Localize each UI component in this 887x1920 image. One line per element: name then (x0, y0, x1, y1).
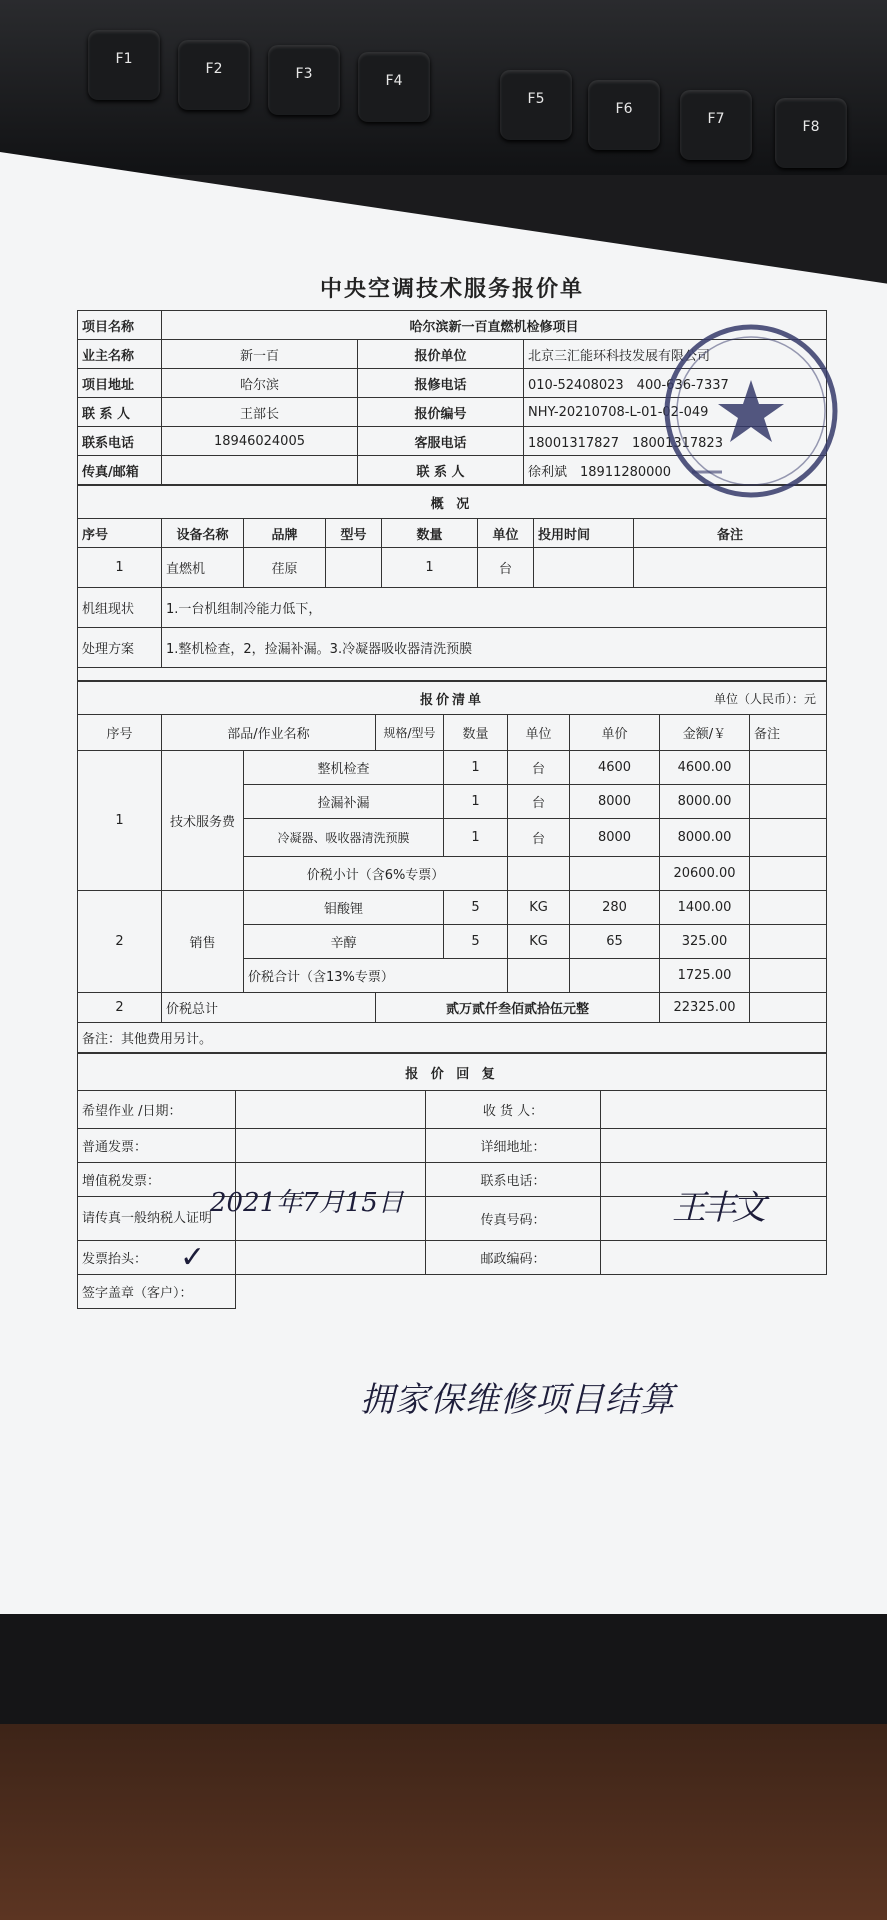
ov-model (326, 548, 382, 588)
q-h-no: 序号 (78, 715, 162, 751)
g1-no: 1 (78, 751, 162, 891)
total-words: 贰万贰仟叁佰贰拾伍元整 (376, 993, 660, 1023)
g2-name: 销售 (162, 891, 244, 993)
reply-date-value (236, 1091, 426, 1129)
g2-item-amount: 1400.00 (660, 891, 750, 925)
quote-table (77, 681, 827, 1053)
overview-title: 概 况 (78, 486, 827, 519)
g2-item-unit: KG (508, 891, 570, 925)
g1-item-qty: 1 (444, 785, 508, 819)
status-text: 1.一台机组制冷能力低下， (162, 588, 827, 628)
ov-qty: 1 (382, 548, 478, 588)
reply-tel-label: 联系电话： (426, 1163, 601, 1197)
g1-item-unit: 台 (508, 819, 570, 857)
ov-h-qty: 数量 (382, 519, 478, 548)
q-h-qty: 数量 (444, 715, 508, 751)
g2-item-qty: 5 (444, 891, 508, 925)
quote-no: NHY-20210708-L-01-02-049 (524, 398, 827, 427)
reply-cert-label: 请传真一般纳税人证明 (78, 1197, 236, 1241)
g2-item-remark (750, 925, 827, 959)
quote-unit: 北京三汇能环科技发展有限公司 (524, 340, 827, 369)
g1-item-name: 冷凝器、吸收器清洗预膜 (244, 819, 444, 857)
g1-item-remark (750, 785, 827, 819)
g2-subtotal-label: 价税合计（含13%专票） (244, 959, 508, 993)
ov-device: 直燃机 (162, 548, 244, 588)
spacer-row (78, 668, 827, 681)
g1-item-qty: 1 (444, 819, 508, 857)
quote-unit-label: 报价单位 (358, 340, 524, 369)
g2-item-amount: 325.00 (660, 925, 750, 959)
g1-item-unit: 台 (508, 785, 570, 819)
handwritten-check: ✓ (180, 1240, 206, 1275)
phone-label: 联系电话 (78, 427, 162, 456)
contact: 王部长 (162, 398, 358, 427)
total-remark (750, 993, 827, 1023)
repair-tel-label: 报修电话 (358, 369, 524, 398)
company-seal (662, 322, 840, 500)
plan-label: 处理方案 (78, 628, 162, 668)
ov-h-no: 序号 (78, 519, 162, 548)
g1-item-name: 捡漏补漏 (244, 785, 444, 819)
ov-h-model: 型号 (326, 519, 382, 548)
plan-text: 1.整机检查，2，捡漏补漏。3.冷凝器吸收器清洗预膜 (162, 628, 827, 668)
address-label: 项目地址 (78, 369, 162, 398)
phone: 18946024005 (162, 427, 358, 456)
remark-text: 备注：其他费用另计。 (78, 1023, 827, 1053)
key-f7: F7 (680, 90, 752, 160)
contact-label: 联 系 人 (78, 398, 162, 427)
document-title: 中央空调技术服务报价单 (319, 277, 584, 302)
reply-zip-value (601, 1241, 827, 1275)
g1-item-price: 4600 (570, 751, 660, 785)
g2-item-price: 280 (570, 891, 660, 925)
repair-tel: 010-52408023 400-636-7337 (524, 369, 827, 398)
owner-label: 业主名称 (78, 340, 162, 369)
handwritten-note: 拥家保维修项目结算 (360, 1380, 675, 1420)
key-f1: F1 (88, 30, 160, 100)
laptop-base (0, 1614, 887, 1724)
g1-subtotal-blank (570, 857, 660, 891)
fax (162, 456, 358, 485)
reply-zip-label: 邮政编码： (426, 1241, 601, 1275)
owner: 新一百 (162, 340, 358, 369)
reply-date-label: 希望作业 /日期： (78, 1091, 236, 1129)
quote-title-row (78, 682, 827, 715)
q-h-remark: 备注 (750, 715, 827, 751)
project-name: 哈尔滨新一百直燃机检修项目 (162, 311, 827, 340)
contact2-label: 联 系 人 (358, 456, 524, 485)
g2-item-remark (750, 891, 827, 925)
ov-h-brand: 品牌 (244, 519, 326, 548)
g1-item-name: 整机检查 (244, 751, 444, 785)
contact2: 徐利斌 18911280000 (524, 456, 827, 485)
g1-item-amount: 8000.00 (660, 819, 750, 857)
g1-item-remark (750, 819, 827, 857)
g1-subtotal-remark (750, 857, 827, 891)
handwritten-date: 2021年7月15日 (210, 1188, 404, 1218)
g1-item-qty: 1 (444, 751, 508, 785)
status-label: 机组现状 (78, 588, 162, 628)
project-name-label: 项目名称 (78, 311, 162, 340)
key-f5: F5 (500, 70, 572, 140)
g1-subtotal: 20600.00 (660, 857, 750, 891)
reply-title-value (236, 1241, 426, 1275)
reply-address-label: 详细地址： (426, 1129, 601, 1163)
g2-subtotal-remark (750, 959, 827, 993)
service-tel-label: 客服电话 (358, 427, 524, 456)
g1-subtotal-blank (508, 857, 570, 891)
g2-subtotal-blank (508, 959, 570, 993)
q-h-unit: 单位 (508, 715, 570, 751)
keyboard (0, 0, 887, 175)
reply-receiver-value (601, 1091, 827, 1129)
g1-item-unit: 台 (508, 751, 570, 785)
g1-item-amount: 8000.00 (660, 785, 750, 819)
ov-h-unit: 单位 (478, 519, 534, 548)
g1-subtotal-label: 价税小计（含6%专票） (244, 857, 508, 891)
total-amount: 22325.00 (660, 993, 750, 1023)
g2-item-name: 钼酸锂 (244, 891, 444, 925)
reply-title-label: 发票抬头： (78, 1241, 236, 1275)
g2-subtotal: 1725.00 (660, 959, 750, 993)
address: 哈尔滨 (162, 369, 358, 398)
g1-name: 技术服务费 (162, 751, 244, 891)
g1-item-price: 8000 (570, 785, 660, 819)
reply-sign-value (236, 1275, 827, 1309)
desk-surface (0, 1724, 887, 1920)
key-f4: F4 (358, 52, 430, 122)
g1-item-price: 8000 (570, 819, 660, 857)
reply-invoice-value (236, 1129, 426, 1163)
ov-h-device: 设备名称 (162, 519, 244, 548)
ov-unit: 台 (478, 548, 534, 588)
ov-no: 1 (78, 548, 162, 588)
g1-item-remark (750, 751, 827, 785)
quote-no-label: 报价编号 (358, 398, 524, 427)
service-tel: 18001317827 18001317823 (524, 427, 827, 456)
q-h-name: 部品/作业名称 (162, 715, 376, 751)
reply-receiver-label: 收 货 人： (426, 1091, 601, 1129)
total-no: 2 (78, 993, 162, 1023)
key-f3: F3 (268, 45, 340, 115)
reply-address-value (601, 1129, 827, 1163)
key-f6: F6 (588, 80, 660, 150)
q-h-spec: 规格/型号 (376, 715, 444, 751)
ov-h-date: 投用时间 (534, 519, 634, 548)
g1-item-amount: 4600.00 (660, 751, 750, 785)
reply-sign-label: 签字盖章（客户）： (78, 1275, 236, 1309)
g2-no: 2 (78, 891, 162, 993)
quote-title: 报价清单 (419, 692, 484, 708)
ov-date (534, 548, 634, 588)
ov-brand: 荏原 (244, 548, 326, 588)
g2-item-unit: KG (508, 925, 570, 959)
reply-invoice-label: 普通发票： (78, 1129, 236, 1163)
g2-item-price: 65 (570, 925, 660, 959)
overview-table (77, 485, 827, 681)
fax-label: 传真/邮箱 (78, 456, 162, 485)
g2-item-qty: 5 (444, 925, 508, 959)
q-h-price: 单价 (570, 715, 660, 751)
reply-vat-label: 增值税发票： (78, 1163, 236, 1197)
q-h-amount: 金额/￥ (660, 715, 750, 751)
unit-note: 单位（人民币）：元 (713, 692, 816, 706)
ov-h-remark: 备注 (634, 519, 827, 548)
total-label: 价税总计 (162, 993, 376, 1023)
key-f8: F8 (775, 98, 847, 168)
handwritten-receiver: 王丰文 (672, 1188, 762, 1228)
key-f2: F2 (178, 40, 250, 110)
ov-remark (634, 548, 827, 588)
g2-subtotal-blank (570, 959, 660, 993)
reply-title: 报 价 回 复 (78, 1054, 827, 1091)
reply-fax-label: 传真号码： (426, 1197, 601, 1241)
g2-item-name: 辛醇 (244, 925, 444, 959)
